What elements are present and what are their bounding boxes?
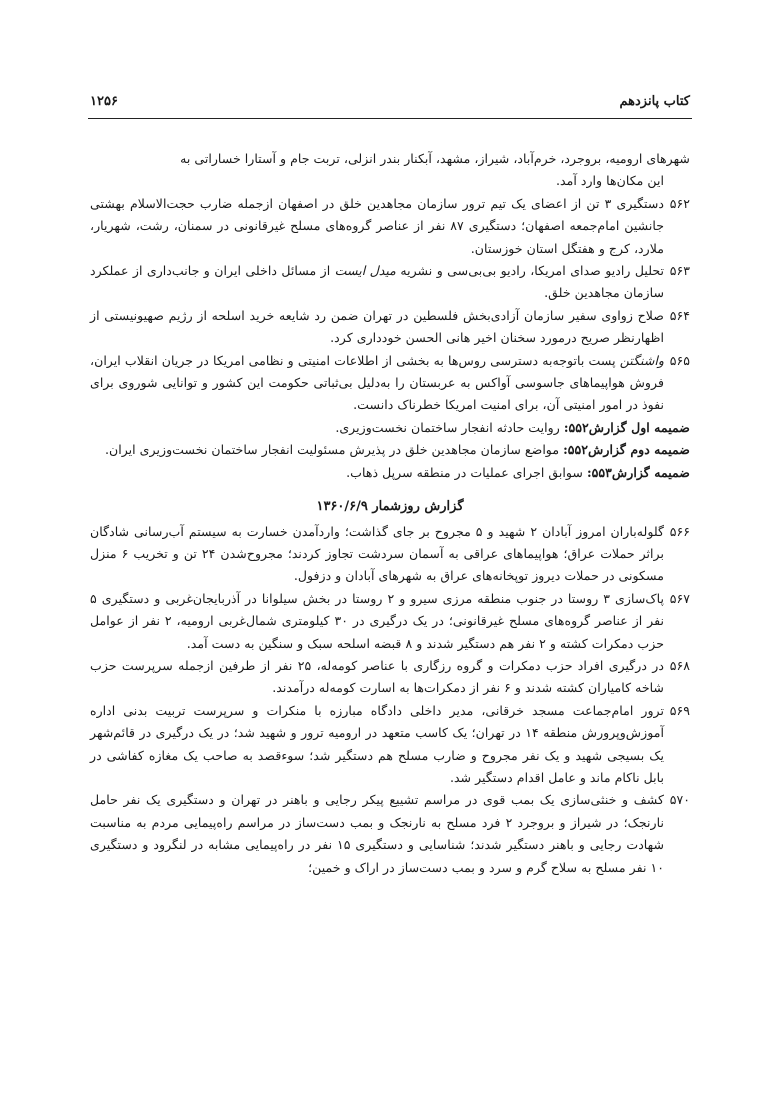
item-562 — [90, 193, 690, 260]
item-text: دستگیری ۳ تن از اعضای یک تیم ترور سازمان مجاهدین خلق در اصفهان ازجمله ضارب حجت‌الاسلام بهشتی جانشین امام‌جمعه اصفهان؛ دستگیری ۸۷ نفر از عناصر گروه‌های مسلح غیرقانونی در سمنان، رشت، شهریار، ملارد، کرج و هفتگل استان خوزستان. — [90, 195, 665, 256]
annex-552-second — [90, 439, 690, 461]
publication-name: واشنگتن — [619, 352, 664, 368]
annex-label: ضمیمه اول گزارش۵۵۲: — [563, 419, 690, 435]
item-number: ۵۶۶ — [669, 523, 690, 539]
item-text: از مسائل داخلی ایران و جانب‌داری از عملکرد سازمان مجاهدین خلق. — [90, 263, 664, 301]
annex-text: روایت حادثه انفجار ساختمان نخست‌وزیری. — [335, 419, 564, 435]
header-divider — [88, 118, 692, 119]
item-565 — [90, 350, 690, 417]
page-body — [90, 148, 690, 879]
item-number: ۵۶۷ — [669, 590, 690, 606]
item-number: ۵۶۵ — [669, 352, 690, 368]
item-569 — [90, 700, 690, 790]
item-number: ۵۷۰ — [669, 792, 690, 808]
item-566 — [90, 521, 690, 588]
intro-line-1: شهرهای ارومیه، بروجرد، خرم‌آباد، شیراز، مشهد، آبکنار بندر انزلی، تربت جام و آستارا خساراتی به — [180, 151, 690, 166]
annex-text: سوابق اجرای عملیات در منطقه سرپل ذهاب. — [346, 464, 587, 480]
item-text: تحلیل رادیو صدای امریکا، رادیو بی‌بی‌سی و نشریه — [395, 263, 664, 279]
item-567 — [90, 588, 690, 655]
page-header — [90, 94, 690, 120]
book-title: کتاب پانزدهم — [619, 94, 690, 109]
item-text: ترور امام‌جماعت مسجد خرقانی، مدیر داخلی دادگاه مبارزه با منکرات و سرپرست تربیت بدنی اداره آموزش‌وپرورش منطقه ۱۴ در تهران؛ یک کاسب متعهد در ارومیه ترور و شهید شد؛ در یک درگیری در قائم‌شهر یک بسیجی شهید و یک نفر مجروح و ضارب مسلح هم دستگیر شد؛ سوءقصد به صاحب یک مغازه کفاشی در بابل ناکام ماند و عامل اقدام دستگیر شد. — [90, 702, 664, 785]
item-number: ۵۶۹ — [669, 702, 690, 718]
item-number: ۵۶۲ — [669, 195, 691, 211]
item-text: در درگیری افراد حزب دمکرات و گروه رزگاری با عناصر کومه‌له، ۲۵ نفر از طرفین ازجمله سرپرست حزب شاخه کامیاران کشته شدند و ۶ نفر از دمکرات‌ها به اسارت کومه‌له درآمدند. — [90, 657, 664, 696]
intro-line-2: این مکان‌ها وارد آمد. — [556, 173, 664, 189]
annex-label: ضمیمه دوم گزارش۵۵۲: — [563, 442, 690, 458]
item-number: ۵۶۴ — [669, 307, 690, 323]
annex-553 — [90, 462, 690, 484]
item-text: پست باتوجه‌به دسترسی روس‌ها به بخشی از اطلاعات امنیتی و نظامی امریکا در جریان انقلاب ایران، فروش هواپیماهای جاسوسی آواکس به عربستان را به‌دلیل بی‌ثباتی حکومت این کشور و توانایی شوروی برای نفوذ در امور امنیتی آن، برای امنیت امریکا خطرناک دانست. — [90, 352, 664, 413]
item-number: ۵۶۳ — [669, 263, 690, 279]
item-564 — [90, 305, 690, 350]
item-563 — [90, 260, 690, 305]
publication-name: میدل ایست — [334, 263, 396, 279]
item-text: گلوله‌باران امروز آبادان ۲ شهید و ۵ مجروح بر جای گذاشت؛ واردآمدن خسارت به سیستم آب‌رسانی شادگان براثر حملات عراق؛ هواپیماهای عراقی به آسمان سردشت تجاوز کردند؛ مجروح‌شدن ۲۴ تن و تخریب ۶ منزل مسکونی در حملات دیروز توپخانه‌های عراق به شهرهای آبادان و دزفول. — [90, 523, 665, 584]
annex-text: مواضع سازمان مجاهدین خلق در پذیرش مسئولیت انفجار ساختمان نخست‌وزیری ایران. — [104, 442, 564, 458]
annex-552-first — [90, 417, 690, 439]
item-number: ۵۶۸ — [669, 657, 690, 673]
item-570 — [90, 789, 690, 879]
page-number: ۱۲۵۶ — [90, 94, 118, 109]
report-heading: گزارش روزشمار ۱۳۶۰/۶/۹ — [316, 499, 464, 515]
annex-label: ضمیمه گزارش۵۵۳: — [586, 464, 690, 480]
item-text: کشف و خنثی‌سازی یک بمب قوی در مراسم تشییع پیکر رجایی و باهنر در تهران و دستگیری یک نفر حامل نارنجک؛ در شیراز و بروجرد ۲ فرد مسلح به نارنجک و بمب دست‌ساز در مراسم راه‌پیمایی مردم به مناسبت شهادت رجایی و باهنر دستگیر شدند؛ شناسایی و دستگیری ۱۵ نفر در راه‌پیمایی مشابه در لنگرود و دستگیری ۱۰ نفر مسلح به سلاح گرم و سرد و بمب دست‌ساز در اراک و خمین؛ — [90, 792, 664, 875]
item-text: صلاح زواوی سفیر سازمان آزادی‌بخش فلسطین در تهران ضمن رد شایعه خرید اسلحه از رژیم صهیونیستی از اظهارنظر صریح درمورد سخنان اخیر هانی الحسن خودداری کرد. — [90, 307, 664, 346]
item-568 — [90, 655, 690, 700]
item-text: پاک‌سازی ۳ روستا در جنوب منطقه مرزی سیرو و ۲ روستا در بخش سیلوانا در آذربایجان‌غربی و دستگیری ۵ نفر از عناصر گروه‌های مسلح غیرقانونی؛ در یک درگیری در ۳۰ کیلومتری شمال‌غربی ارومیه، ۲ نفر از عوامل حزب دمکرات کشته و ۲ نفر هم دستگیر شدند و ۸ قبضه اسلحه سبک و سنگین به دست آمد. — [90, 590, 664, 651]
